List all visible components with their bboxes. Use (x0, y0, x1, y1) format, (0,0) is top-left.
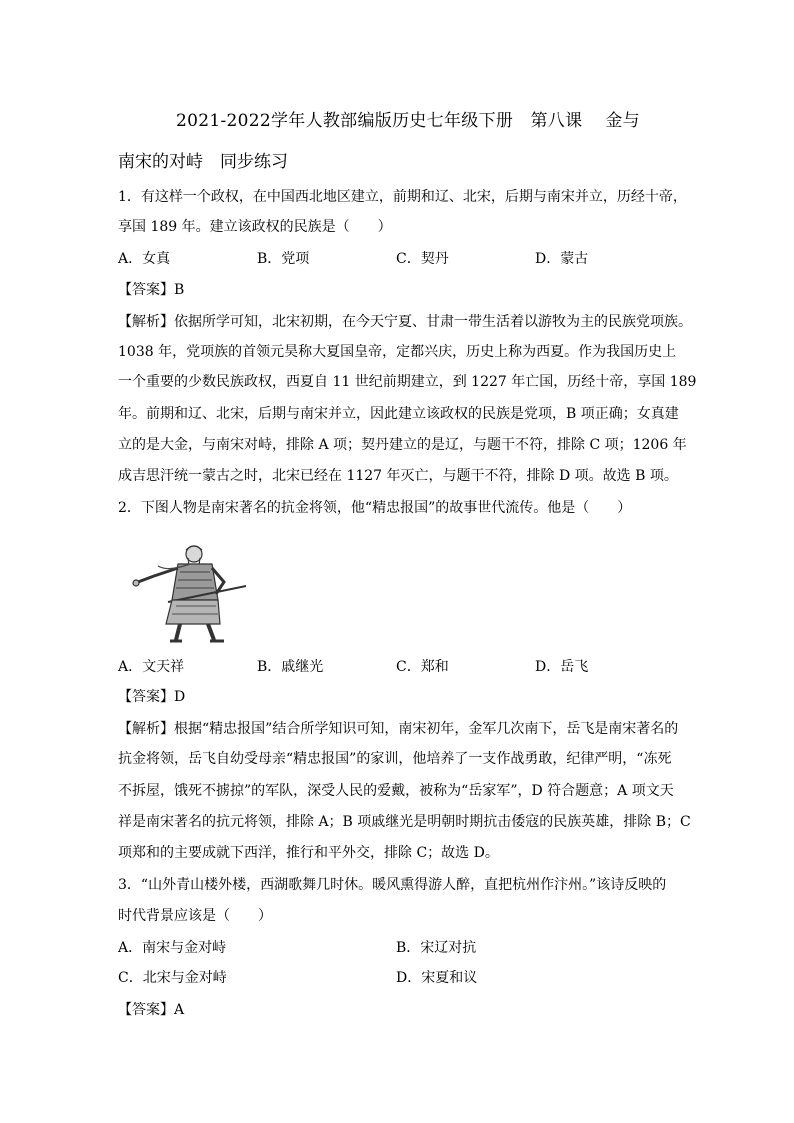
q1-analysis-line: 年。前期和辽、北宋，后期与南宋并立，因此建立该政权的民族是党项，B 项正确；女真建 (118, 406, 679, 422)
question-1-stem-line2: 享国 189 年。建立该政权的民族是（ ） (118, 219, 392, 235)
q2-analysis-line: 【解析】根据“精忠报国”结合所学知识可知，南宋初年，金军几次南下，岳飞是南宋著名的 (118, 721, 679, 737)
q2-option-b: B．戚继光 (257, 659, 324, 675)
q2-option-c: C．郑和 (396, 659, 449, 675)
q2-analysis-line: 祥是南宋著名的抗元将领，排除 A；B 项戚继光是明朝时期抗击倭寇的民族英雄，排除 B；C (118, 814, 691, 830)
question-3-stem-line1: 3．“山外青山楼外楼，西湖歌舞几时休。暖风熏得游人醉，直把杭州作汴州。”该诗反映的 (118, 877, 667, 893)
q1-option-b: B．党项 (257, 251, 310, 267)
q3-option-a: A．南宋与金对峙 (118, 940, 227, 956)
q2-analysis-line: 项郑和的主要成就下西洋，推行和平外交，排除 C；故选 D。 (118, 845, 499, 861)
q2-option-a: A．文天祥 (118, 659, 185, 675)
document-title-line2: 南宋的对峙 同步练习 (118, 152, 288, 172)
q2-analysis-line: 不拆屋，饿死不掳掠”的军队，深受人民的爱戴，被称为“岳家军”，D 符合题意；A 项文天 (118, 783, 674, 799)
q1-answer: 【答案】B (118, 282, 185, 298)
q1-option-d: D．蒙古 (535, 251, 589, 267)
q3-option-d: D．宋夏和议 (396, 970, 478, 986)
q1-analysis-line: 立的是大金，与南宋对峙，排除 A 项；契丹建立的是辽，与题干不符，排除 C 项；1206 年 (118, 437, 687, 453)
q1-analysis-line: 成吉思汗统一蒙古之时，北宋已经在 1127 年灭亡，与题干不符，排除 D 项。故选 B 项。 (118, 468, 678, 484)
q2-answer: 【答案】D (118, 689, 186, 705)
q3-option-b: B．宋辽对抗 (396, 940, 477, 956)
q1-analysis-line: 1038 年，党项族的首领元昊称大夏国皇帝，定都兴庆，历史上称为西夏。作为我国历史上 (118, 344, 677, 360)
question-2-stem: 2．下图人物是南宋著名的抗金将领，他“精忠报国”的故事世代流传。他是（ ） (118, 500, 632, 516)
q2-option-d: D．岳飞 (535, 659, 589, 675)
q1-option-a: A．女真 (118, 251, 171, 267)
question-1-stem-line1: 1．有这样一个政权，在中国西北地区建立，前期和辽、北宋，后期与南宋并立，历经十帝， (118, 189, 687, 205)
q1-analysis-line: 一个重要的少数民族政权，西夏自 11 世纪前期建立，到 1227 年亡国，历经十帝，享国 189 (118, 374, 697, 390)
q3-option-c: C．北宋与金对峙 (118, 970, 227, 986)
document-title-line1: 2021-2022学年人教部编版历史七年级下册 第八课 金与 (176, 111, 640, 131)
q2-analysis-line: 抗金将领，岳飞自幼受母亲“精忠报国”的家训，他培养了一支作战勇敢，纪律严明，“冻死 (118, 751, 672, 767)
q1-option-c: C．契丹 (396, 251, 449, 267)
q1-analysis-line: 【解析】依据所学可知，北宋初期，在今天宁夏、甘肃一带生活着以游牧为主的民族党项族。 (118, 314, 692, 330)
yue-fei-general-illustration (128, 542, 252, 644)
question-3-stem-line2: 时代背景应该是（ ） (118, 908, 272, 924)
q3-answer: 【答案】A (118, 1002, 185, 1018)
